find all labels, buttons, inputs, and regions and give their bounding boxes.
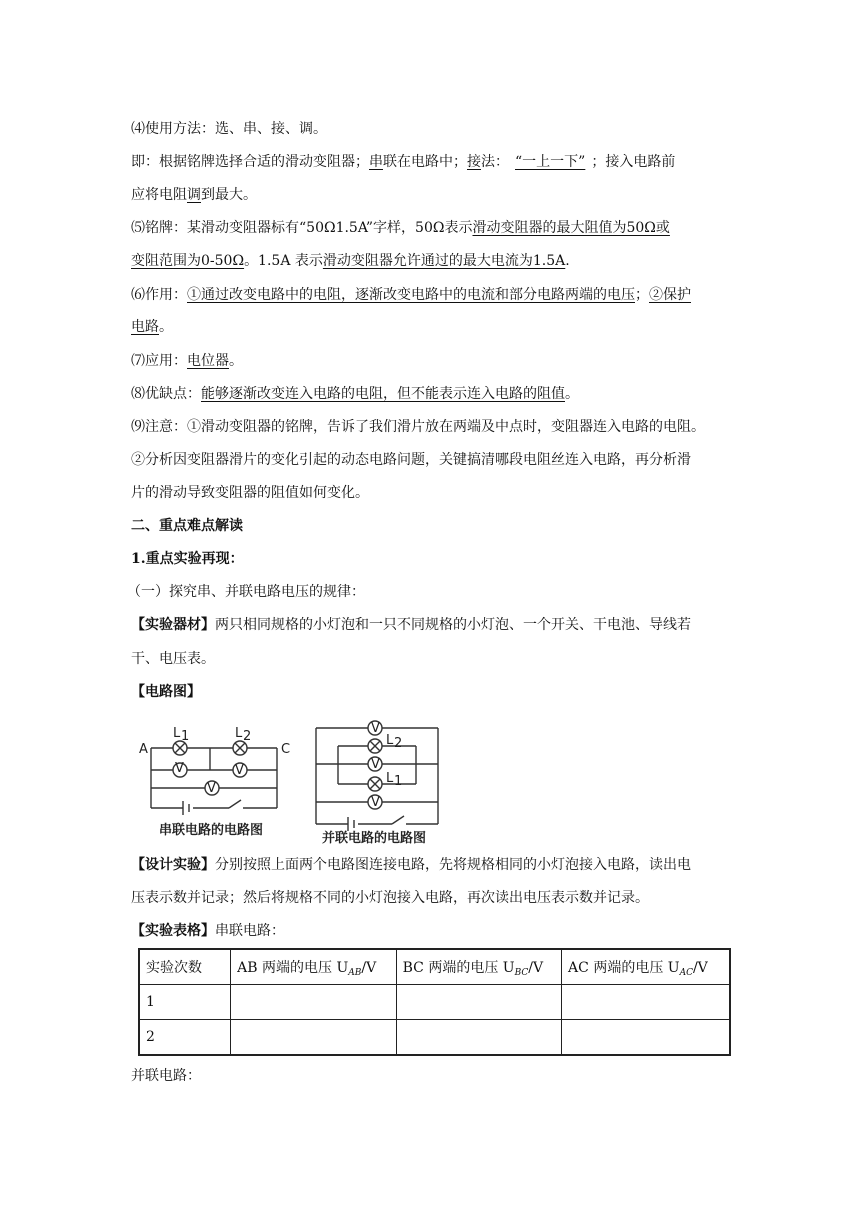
svg-text:V: V — [175, 761, 184, 776]
section-heading — [131, 516, 243, 536]
text-line-usage-detail — [131, 152, 675, 172]
text-line-note-3 — [131, 483, 369, 503]
table-row — [139, 985, 730, 1020]
text: 。 — [229, 353, 243, 369]
text-line-function-2 — [131, 317, 173, 337]
parallel-diagram-caption: 并联电路的电路图 — [322, 831, 427, 846]
table-header-cell: 实验次数 — [139, 949, 231, 985]
table-cell — [396, 1020, 561, 1056]
text-line-design-2 — [131, 888, 649, 908]
text: 串联电路： — [215, 923, 285, 939]
table-cell — [562, 1020, 730, 1056]
text-underlined: 电位器 — [187, 353, 229, 369]
text-bold: 【实验器材】 — [131, 617, 215, 633]
text: 。 — [159, 319, 173, 335]
text-underlined: ①通过改变电路中的电阻，逐渐改变电路中的电流和部分电路两端的电压 — [187, 287, 635, 303]
parallel-circuit-diagram — [308, 718, 468, 846]
label-c: C — [281, 742, 291, 757]
text-line-equipment-2 — [131, 649, 215, 669]
text: 两只相同规格的小灯泡和一只不同规格的小灯泡、一个开关、干电池、导线若 — [215, 617, 691, 633]
text-underlined: “一上一下” — [515, 154, 586, 170]
table-cell — [396, 985, 561, 1020]
text: 应将电阻 — [131, 187, 187, 203]
table-cell: 2 — [139, 1020, 231, 1056]
text: 到最大。 — [201, 187, 257, 203]
text: 分别按照上面两个电路图连接电路，先将规格相同的小灯泡接入电路，读出电 — [215, 857, 691, 873]
svg-text:V: V — [371, 757, 380, 772]
text: 法： — [481, 154, 509, 170]
text: ⑹作用： — [131, 287, 187, 303]
table-header-cell: BC 两端的电压 $U_{BC}/V$ — [396, 949, 561, 985]
series-voltage-table — [138, 948, 731, 1056]
subsection-heading — [131, 549, 244, 569]
text: ； — [635, 287, 649, 303]
text: ⑻优缺点： — [131, 386, 201, 402]
text: 。1.5A 表示 — [244, 253, 323, 269]
table-header-cell: AB 两端的电压 $U_{AB}/V$ — [231, 949, 396, 985]
svg-text:V: V — [371, 721, 380, 736]
text-line-usage-detail-2 — [131, 185, 257, 205]
text: ⑼注意：①滑动变阻器的铭牌，告诉了我们滑片放在两端及中点时，变阻器连入电路的电阻。 — [131, 419, 705, 435]
label-l1: L — [173, 726, 181, 741]
text: 二、重点难点解读 — [131, 518, 243, 534]
label-a: A — [139, 742, 148, 757]
label-l2: L — [235, 726, 243, 741]
text-line-usage — [131, 119, 327, 139]
text: 联在电路中； — [383, 154, 467, 170]
text-underlined: 变阻范围为0-50Ω — [131, 253, 245, 269]
text-line-application — [131, 351, 243, 371]
text: 。 — [565, 386, 579, 402]
text: ⑺应用： — [131, 353, 187, 369]
text-underlined: ②保护 — [649, 287, 691, 303]
text-line-table-heading — [131, 921, 285, 941]
series-diagram-caption: 串联电路的电路图 — [159, 823, 264, 838]
text-bold: 【电路图】 — [131, 684, 201, 700]
label-l2-sub: 2 — [394, 736, 403, 751]
text: （一）探究串、并联电路电压的规律： — [127, 584, 365, 600]
text-underlined: 能够逐渐改变连入电路的电阻，但不能表示连入电路的阻值 — [201, 386, 565, 402]
table-cell: 1 — [139, 985, 231, 1020]
table-header-cell: AC 两端的电压 $U_{AC}/V$ — [562, 949, 730, 985]
text: . — [565, 253, 570, 269]
text-line-equipment — [131, 615, 691, 635]
text-line-experiment-title — [127, 582, 365, 602]
text: 压表示数并记录；然后将规格不同的小灯泡接入电路，再次读出电压表示数并记录。 — [131, 890, 649, 906]
text: 片的滑动导致变阻器的阻值如何变化。 — [131, 485, 369, 501]
text-bold: 【设计实验】 — [131, 857, 215, 873]
text-underlined: 滑动变阻器的最大阻值为50Ω或 — [472, 220, 670, 236]
text-line-nameplate-2 — [131, 251, 570, 271]
text-line-parallel — [131, 1066, 201, 1086]
text-line-note-2 — [131, 450, 691, 470]
text: 干、电压表。 — [131, 651, 215, 667]
label-l1-sub: 1 — [394, 774, 403, 789]
svg-text:V: V — [371, 795, 380, 810]
text-line-pros-cons — [131, 384, 579, 404]
text: 即：根据铭牌选择合适的滑动变阻器； — [131, 154, 369, 170]
series-circuit-diagram — [137, 720, 297, 840]
text-line-note — [131, 417, 705, 437]
text-line-function — [131, 285, 691, 305]
text-underlined: 串 — [369, 154, 383, 170]
svg-text:V: V — [207, 781, 216, 796]
text-underlined: 电路 — [131, 319, 159, 335]
svg-text:V: V — [235, 763, 244, 778]
text: 并联电路： — [131, 1068, 201, 1084]
text-line-design — [131, 855, 691, 875]
text: ⑷使用方法：选、串、接、调。 — [131, 121, 327, 137]
text-line-circuit-diagram-heading — [131, 682, 201, 702]
table-cell — [231, 1020, 396, 1056]
text: ；接入电路前 — [591, 154, 676, 170]
table-header-row — [139, 949, 730, 985]
text: 1.重点实验再现： — [131, 551, 244, 567]
label-l1: L — [386, 771, 394, 786]
text-underlined: 接 — [467, 154, 481, 170]
text: ⑸铭牌：某滑动变阻器标有“50Ω1.5A”字样，50Ω表示 — [131, 220, 473, 236]
table-row — [139, 1020, 730, 1056]
text-bold: 【实验表格】 — [131, 923, 215, 939]
text: ②分析因变阻器滑片的变化引起的动态电路问题，关键搞清哪段电阻丝连入电路，再分析滑 — [131, 452, 691, 468]
label-l2-sub: 2 — [243, 729, 252, 744]
table-cell — [562, 985, 730, 1020]
text-underlined: 调 — [187, 187, 201, 203]
text-line-nameplate — [131, 218, 670, 238]
text-underlined: 滑动变阻器允许通过的最大电流为1.5A — [322, 253, 566, 269]
label-l2: L — [386, 733, 394, 748]
table-cell — [231, 985, 396, 1020]
label-l1-sub: 1 — [181, 729, 190, 744]
